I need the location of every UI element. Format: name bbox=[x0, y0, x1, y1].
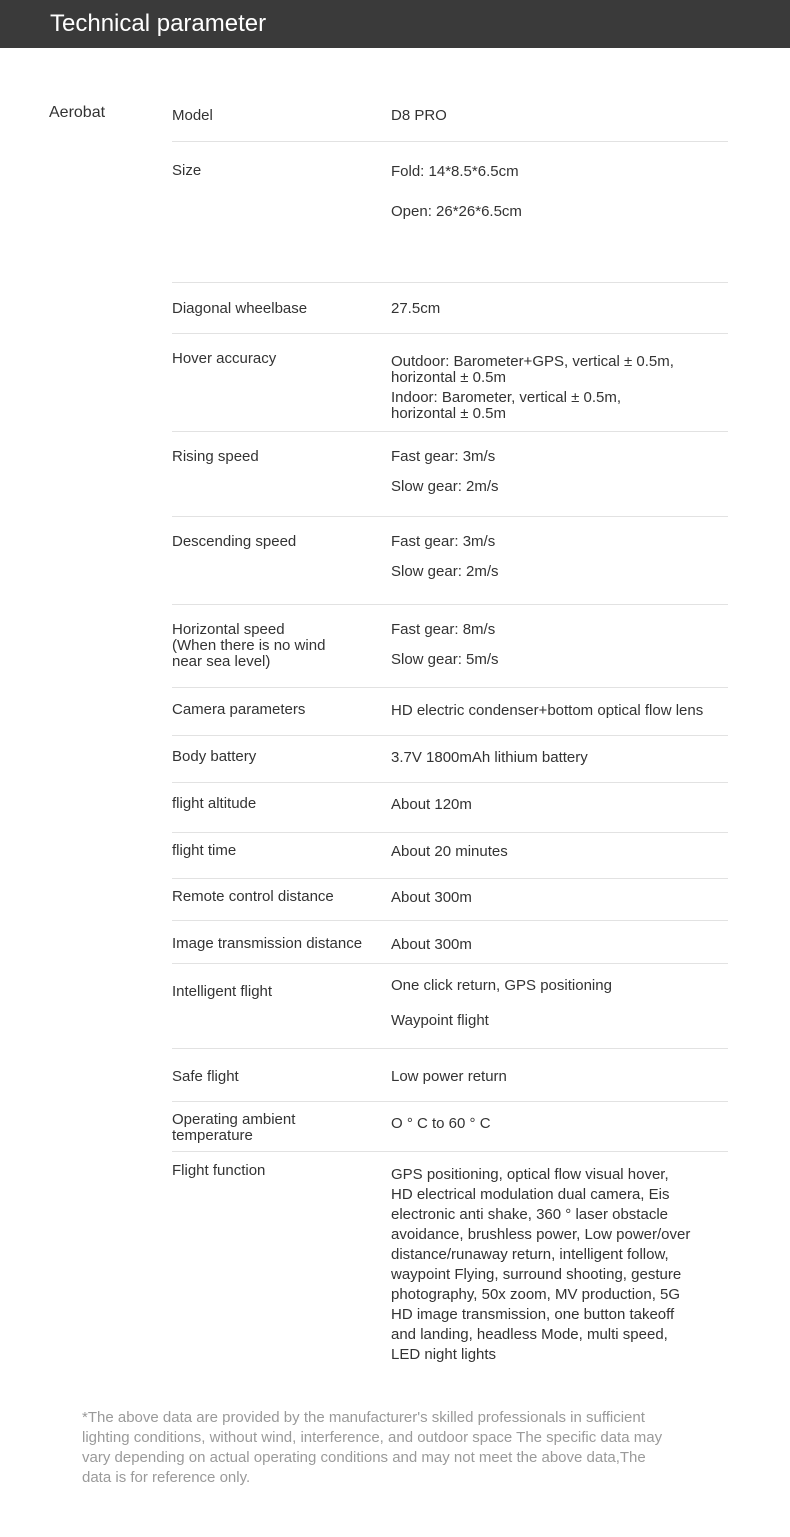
spec-value bbox=[391, 937, 721, 953]
spec-label: Diagonal wheelbase bbox=[172, 300, 308, 317]
spec-row-body-battery bbox=[172, 735, 728, 783]
disclaimer-note: *The above data are provided by the manufacturer's skilled professionals in sufficient lighting conditions, without wind, interference, and outdoor space The specific data may vary depending on actual operating conditions and may not meet the above data,The data is for reference only. bbox=[82, 1409, 663, 1486]
value-line: Slow gear: 5m/s bbox=[391, 651, 499, 668]
spec-value bbox=[391, 534, 721, 580]
spec-row-image-transmission-distance bbox=[172, 920, 728, 964]
spec-value bbox=[391, 164, 721, 220]
spec-row-flight-altitude bbox=[172, 782, 728, 833]
label-line: Horizontal speed bbox=[172, 621, 285, 638]
spec-row-operating-temperature bbox=[172, 1101, 728, 1152]
spec-row-remote-control-distance bbox=[172, 878, 728, 921]
spec-row-flight-function bbox=[172, 1151, 728, 1366]
value-line: Low power return bbox=[391, 1068, 507, 1085]
value-line: Fast gear: 3m/s bbox=[391, 448, 496, 465]
value-line: Open: 26*26*6.5cm bbox=[391, 203, 522, 220]
value-line: waypoint Flying, surround shooting, gesture bbox=[391, 1266, 682, 1283]
section-label: Aerobat bbox=[49, 104, 106, 121]
value-line: HD image transmission, one button takeoff bbox=[391, 1306, 675, 1323]
spec-row-hover-accuracy bbox=[172, 333, 728, 432]
value-line: horizontal ± 0.5m bbox=[391, 369, 506, 386]
spec-value bbox=[391, 108, 721, 124]
label-line: (When there is no wind bbox=[172, 637, 326, 654]
value-line: electronic anti shake, 360 ° laser obstacle bbox=[391, 1206, 668, 1223]
value-line: HD electrical modulation dual camera, Eis bbox=[391, 1186, 670, 1203]
spec-value bbox=[391, 750, 721, 766]
value-line: About 300m bbox=[391, 936, 472, 953]
spec-row-model bbox=[172, 98, 728, 142]
spec-row-size bbox=[172, 141, 728, 283]
spec-value bbox=[391, 354, 721, 422]
value-line: Fast gear: 3m/s bbox=[391, 533, 496, 550]
value-line: About 120m bbox=[391, 796, 472, 813]
spec-value bbox=[391, 978, 721, 1029]
value-line: GPS positioning, optical flow visual hover, bbox=[391, 1166, 669, 1183]
spec-row-camera-parameters bbox=[172, 687, 728, 736]
spec-label: Model bbox=[172, 107, 213, 124]
spec-label: Body battery bbox=[172, 748, 257, 765]
value-line: Fast gear: 8m/s bbox=[391, 621, 496, 638]
spec-label: Image transmission distance bbox=[172, 935, 363, 952]
value-line: avoidance, brushless power, Low power/over bbox=[391, 1226, 691, 1243]
value-line: Fold: 14*8.5*6.5cm bbox=[391, 163, 519, 180]
value-line: Slow gear: 2m/s bbox=[391, 563, 499, 580]
spec-row-intelligent-flight bbox=[172, 963, 728, 1049]
value-line: horizontal ± 0.5m bbox=[391, 405, 506, 422]
value-line: Indoor: Barometer, vertical ± 0.5m, bbox=[391, 389, 621, 406]
value-line: 27.5cm bbox=[391, 300, 441, 317]
spec-value bbox=[391, 844, 721, 860]
spec-label: Intelligent flight bbox=[172, 983, 273, 1000]
value-line: photography, 50x zoom, MV production, 5G bbox=[391, 1286, 681, 1303]
spec-value bbox=[391, 1069, 721, 1085]
spec-row-descending-speed bbox=[172, 516, 728, 605]
value-line: O ° C to 60 ° C bbox=[391, 1115, 491, 1132]
spec-row-wheelbase bbox=[172, 282, 728, 334]
spec-row-horizontal-speed bbox=[172, 604, 728, 688]
spec-value bbox=[391, 622, 721, 668]
spec-label: Hover accuracy bbox=[172, 350, 277, 367]
label-line: near sea level) bbox=[172, 653, 271, 670]
value-line: distance/runaway return, intelligent follow, bbox=[391, 1246, 669, 1263]
spec-label: Size bbox=[172, 162, 202, 179]
spec-label: Flight function bbox=[172, 1162, 266, 1179]
spec-row-safe-flight bbox=[172, 1048, 728, 1102]
spec-label: flight altitude bbox=[172, 795, 257, 812]
value-line: HD electric condenser+bottom optical flow lens bbox=[391, 702, 704, 719]
spec-value bbox=[391, 1165, 721, 1365]
label-line: Operating ambient bbox=[172, 1111, 296, 1128]
spec-value bbox=[391, 1116, 721, 1132]
spec-value bbox=[391, 703, 721, 719]
value-line: One click return, GPS positioning bbox=[391, 977, 612, 994]
spec-value bbox=[391, 301, 721, 317]
spec-value bbox=[391, 797, 721, 813]
spec-label: flight time bbox=[172, 842, 237, 859]
spec-label bbox=[172, 622, 382, 670]
value-line: Outdoor: Barometer+GPS, vertical ± 0.5m, bbox=[391, 353, 674, 370]
value-line: LED night lights bbox=[391, 1346, 497, 1363]
label-line: temperature bbox=[172, 1127, 253, 1144]
page-title: Technical parameter bbox=[50, 10, 267, 37]
value-line: Slow gear: 2m/s bbox=[391, 478, 499, 495]
header-bar bbox=[0, 0, 790, 48]
value-line: and landing, headless Mode, multi speed, bbox=[391, 1326, 668, 1343]
value-line: Waypoint flight bbox=[391, 1012, 489, 1029]
value-line: 3.7V 1800mAh lithium battery bbox=[391, 749, 588, 766]
value-line: D8 PRO bbox=[391, 107, 447, 124]
spec-row-flight-time bbox=[172, 832, 728, 879]
value-line: About 20 minutes bbox=[391, 843, 508, 860]
spec-value bbox=[391, 449, 721, 495]
value-line: About 300m bbox=[391, 889, 472, 906]
spec-label: Rising speed bbox=[172, 448, 259, 465]
spec-label: Descending speed bbox=[172, 533, 297, 550]
spec-label bbox=[172, 1112, 382, 1144]
spec-value bbox=[391, 890, 721, 906]
spec-label: Remote control distance bbox=[172, 888, 334, 905]
spec-row-rising-speed bbox=[172, 431, 728, 517]
spec-label: Safe flight bbox=[172, 1068, 239, 1085]
spec-label: Camera parameters bbox=[172, 701, 306, 718]
